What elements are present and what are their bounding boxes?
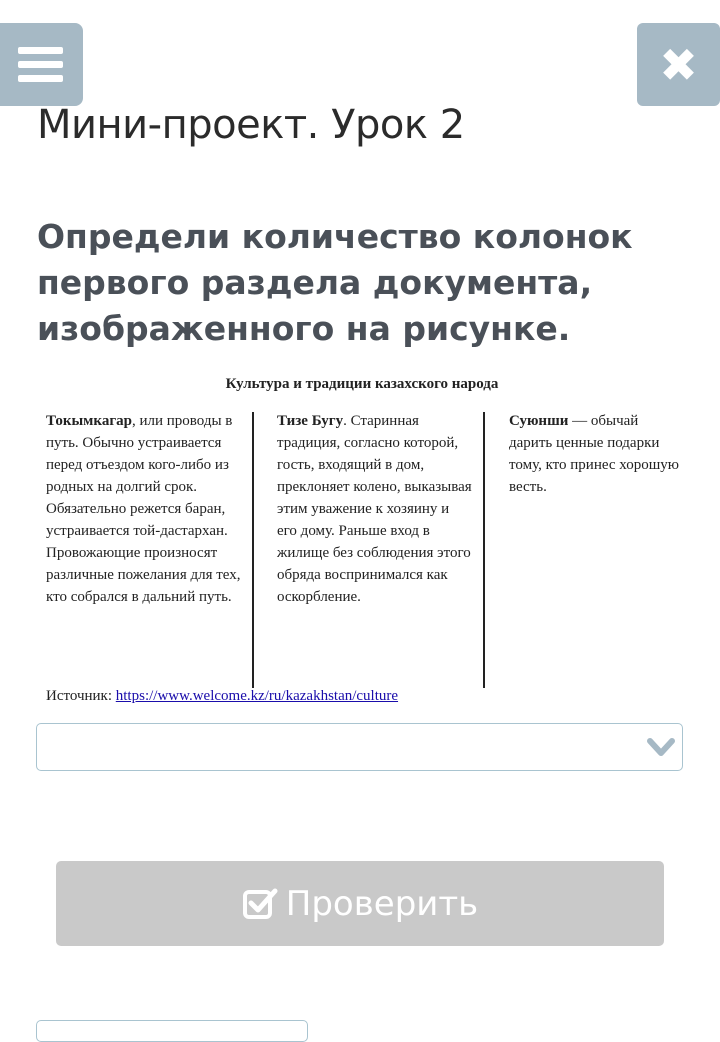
column-divider [252,412,254,688]
figure-source [46,688,398,705]
figure-column-2 [277,410,472,608]
column-3-text: — обычай дарить ценные подарки тому, кто принес хорошую весть. [509,413,679,495]
page-title: Мини-проект. Урок 2 [37,102,465,148]
secondary-button[interactable] [36,1020,308,1042]
checkbox-icon [242,887,278,921]
chevron-down-icon [646,734,676,760]
answer-select[interactable] [36,723,683,771]
close-icon: ✖ [659,37,698,92]
question-text: Определи количество колонок первого раздела документа, изображенного на рисунке. [37,217,633,348]
column-2-text: . Старинная традиция, согласно которой, гость, входящий в дом, преклоняет колено, выказывая этим уважение к хозяину и его дому. Раньше вход в жилище без соблюдения этого обряда воспринимался как оскорбление. [277,413,472,605]
column-2-term: Тизе Бугу [277,413,344,429]
document-figure [40,370,684,715]
source-link[interactable]: https://www.welcome.kz/ru/kazakhstan/culture [115,688,399,704]
check-button[interactable] [56,861,664,946]
menu-button[interactable] [0,23,83,106]
source-label: Источник: [46,688,116,704]
column-divider [483,412,485,688]
column-3-term: Суюнши [509,413,569,429]
check-button-label: Проверить [285,883,479,924]
close-button[interactable] [637,23,720,106]
figure-column-3 [509,410,684,498]
column-1-text: , или проводы в путь. Обычно устраивается перед отъездом кого-либо из родных на долгий срок. Обязательно режется баран, устраивается той-дастархан. Провожающие произносят различные пожелания для тех, кто собрался в дальний путь. [46,413,241,605]
figure-title: Культура и традиции казахского народа [225,376,499,392]
figure-column-1 [46,410,241,608]
column-1-term: Токымкагар [46,413,132,429]
